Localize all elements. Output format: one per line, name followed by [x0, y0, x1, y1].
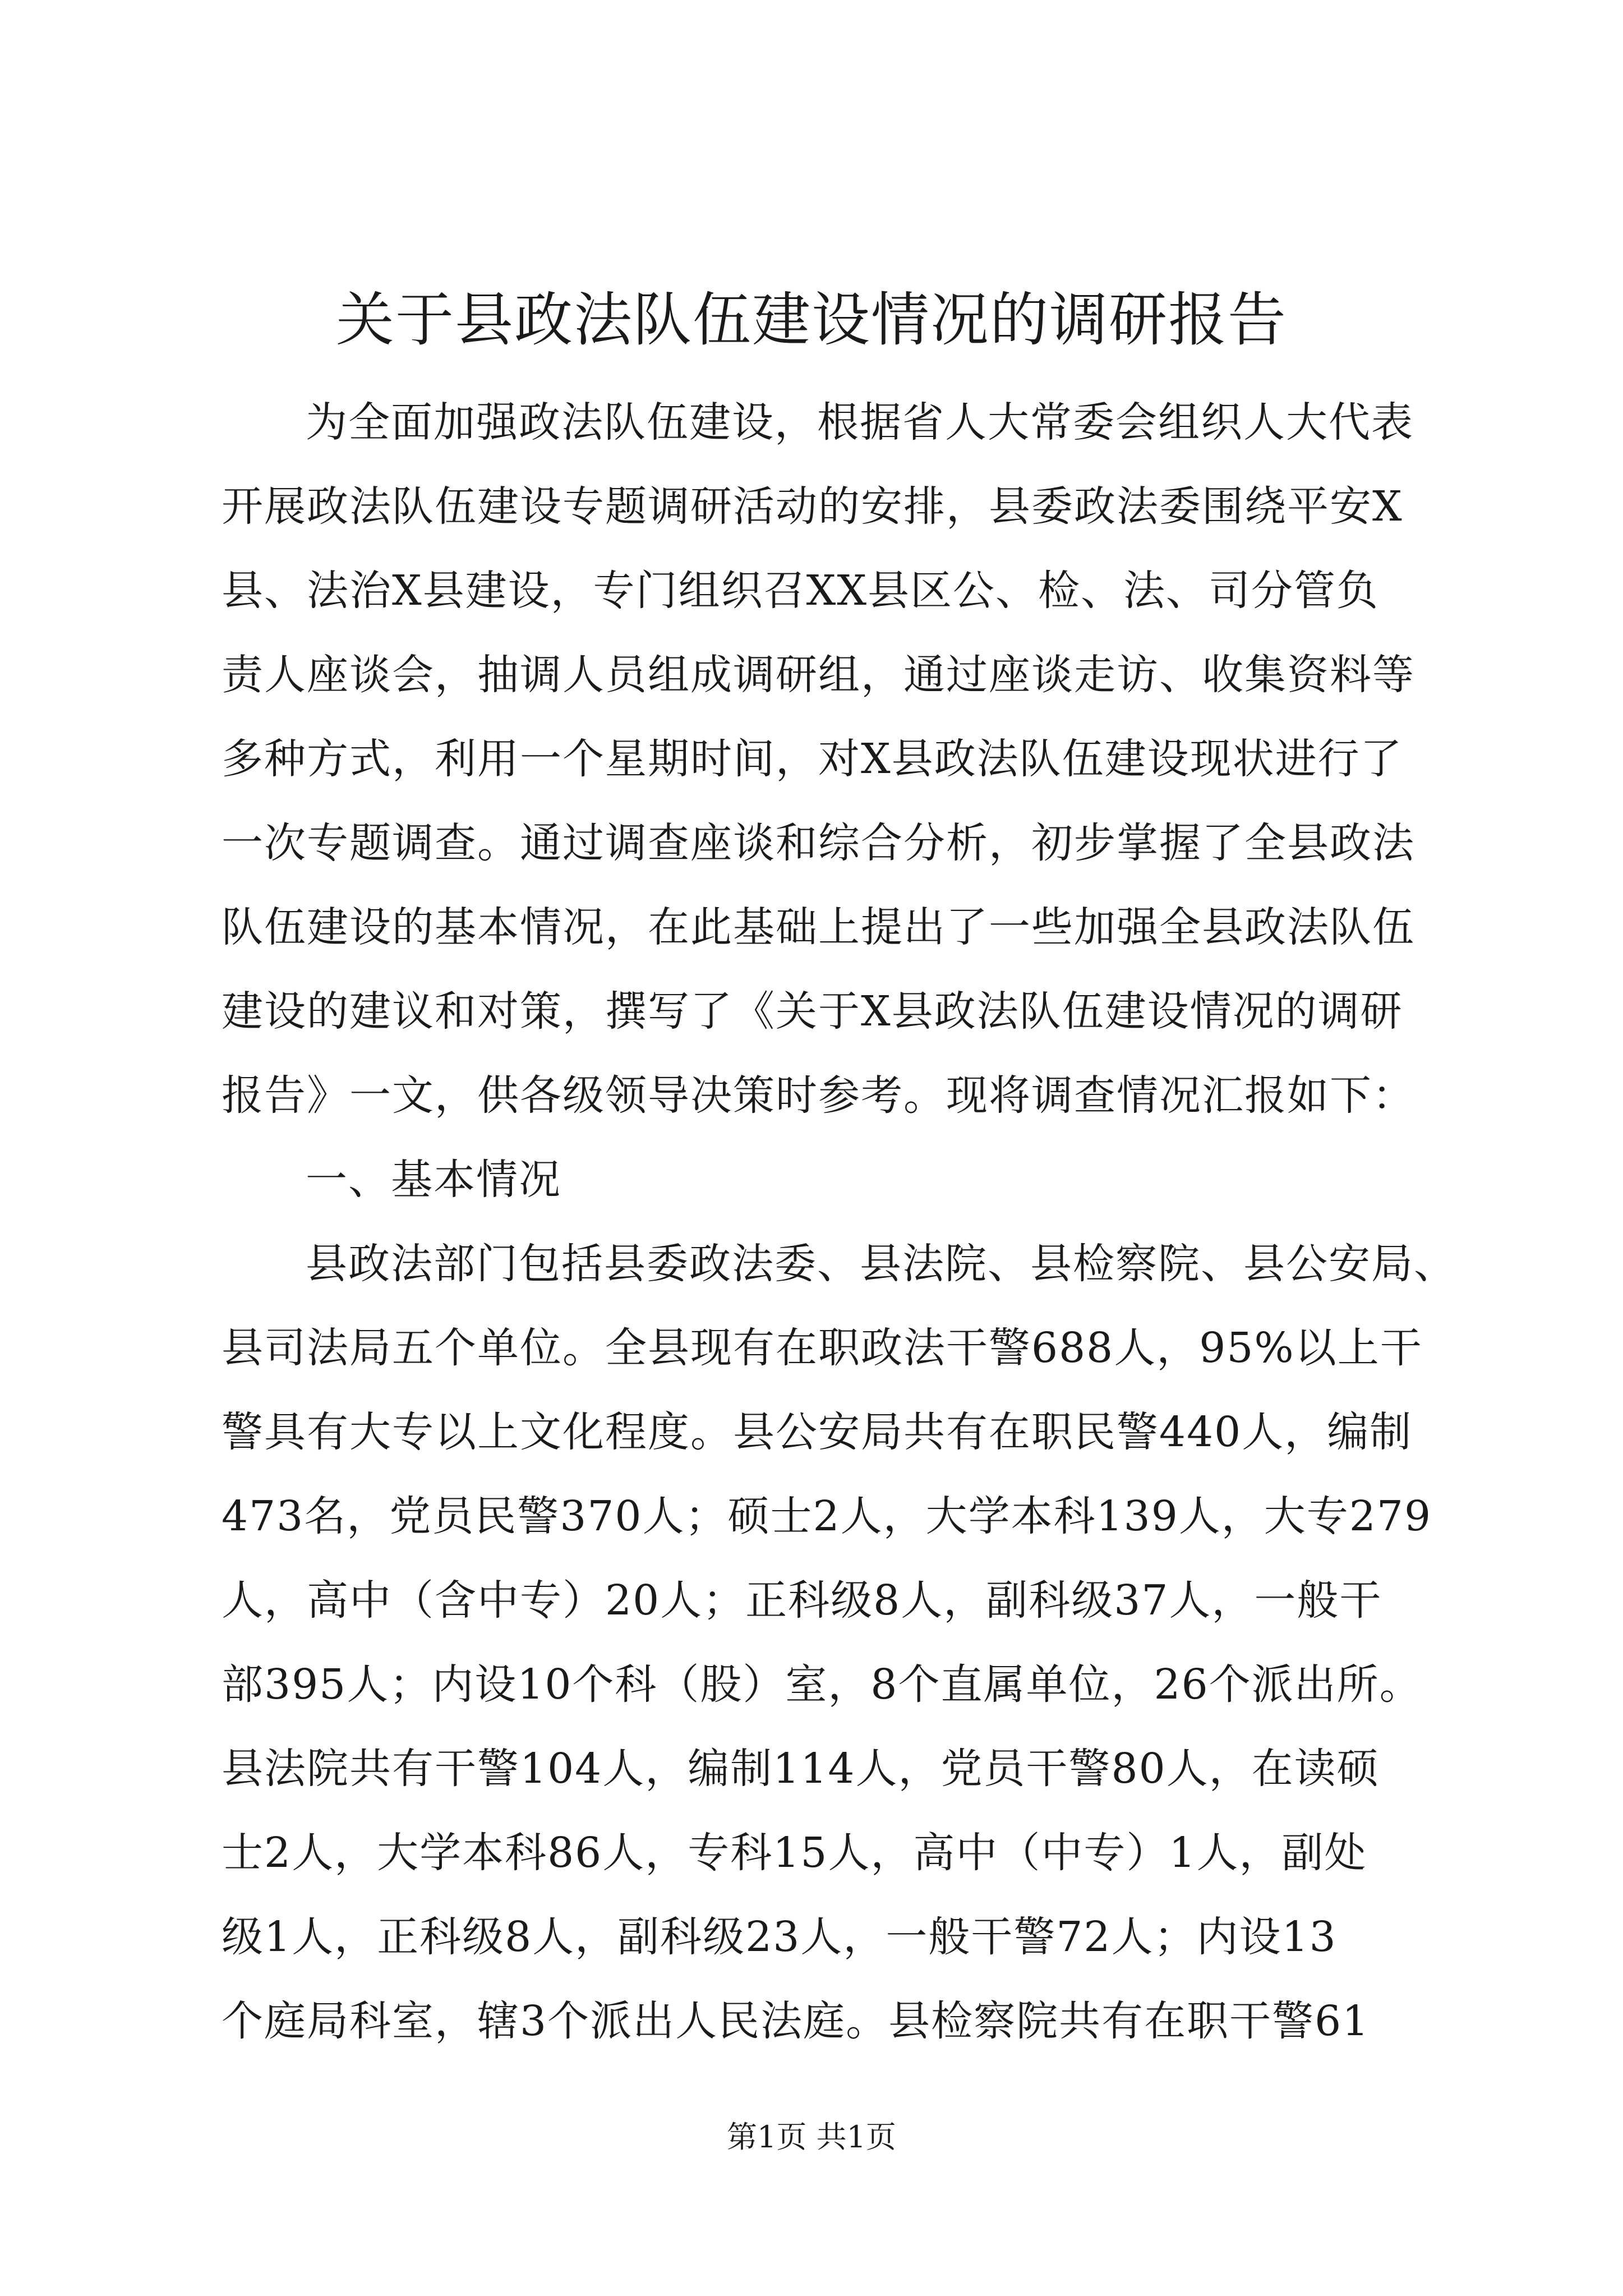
document-title: 关于县政法队伍建设情况的调研报告 — [335, 286, 1287, 354]
document-body — [222, 380, 1456, 2063]
section-heading: 一、基本情况 — [306, 1156, 561, 1204]
paragraph-line: 士2人，大学本科86人，专科15人，高中（中专）1人，副处 — [222, 1829, 1367, 1877]
paragraph-line: 建设的建议和对策，撰写了《关于X县政法队伍建设情况的调研 — [222, 987, 1403, 1036]
paragraph-line: 473名，党员民警370人；硕士2人，大学本科139人，大专279 — [222, 1492, 1432, 1540]
paragraph-line: 开展政法队伍建设专题调研活动的安排，县委政法委围绕平安X — [222, 482, 1403, 531]
paragraph-line: 部395人；内设10个科（股）室，8个直属单位，26个派出所。 — [222, 1660, 1422, 1709]
paragraph-line: 县政法部门包括县委政法委、县法院、县检察院、县公安局、 — [306, 1240, 1456, 1288]
paragraph-line: 人，高中（含中专）20人；正科级8人，副科级37人，一般干 — [222, 1576, 1382, 1625]
paragraph-line: 一次专题调查。通过调查座谈和综合分析，初步掌握了全县政法 — [222, 819, 1415, 867]
paragraph-line: 警具有大专以上文化程度。县公安局共有在职民警440人，编制 — [222, 1408, 1413, 1456]
paragraph-line: 县法院共有干警104人，编制114人，党员干警80人，在读硕 — [222, 1745, 1380, 1793]
paragraph-line: 多种方式，利用一个星期时间，对X县政法队伍建设现状进行了 — [222, 735, 1403, 783]
paragraph-line: 个庭局科室，辖3个派出人民法庭。县检察院共有在职干警61 — [222, 1997, 1370, 2045]
paragraph-line: 为全面加强政法队伍建设，根据省人大常委会组织人大代表 — [306, 398, 1414, 447]
paragraph-line: 报告》一文，供各级领导决策时参考。现将调查情况汇报如下： — [222, 1071, 1415, 1120]
page-footer: 第1页 共1页 — [727, 2119, 896, 2155]
paragraph-line: 队伍建设的基本情况，在此基础上提出了一些加强全县政法队伍 — [222, 903, 1415, 951]
paragraph-line: 县司法局五个单位。全县现有在职政法干警688人，95%以上干 — [222, 1324, 1423, 1372]
paragraph-line: 级1人，正科级8人，副科级23人，一般干警72人；内设13 — [222, 1913, 1337, 1961]
paragraph-line: 县、法治X县建设，专门组织召XX县区公、检、法、司分管负 — [222, 567, 1380, 615]
paragraph-line: 责人座谈会，抽调人员组成调研组，通过座谈走访、收集资料等 — [222, 651, 1415, 699]
